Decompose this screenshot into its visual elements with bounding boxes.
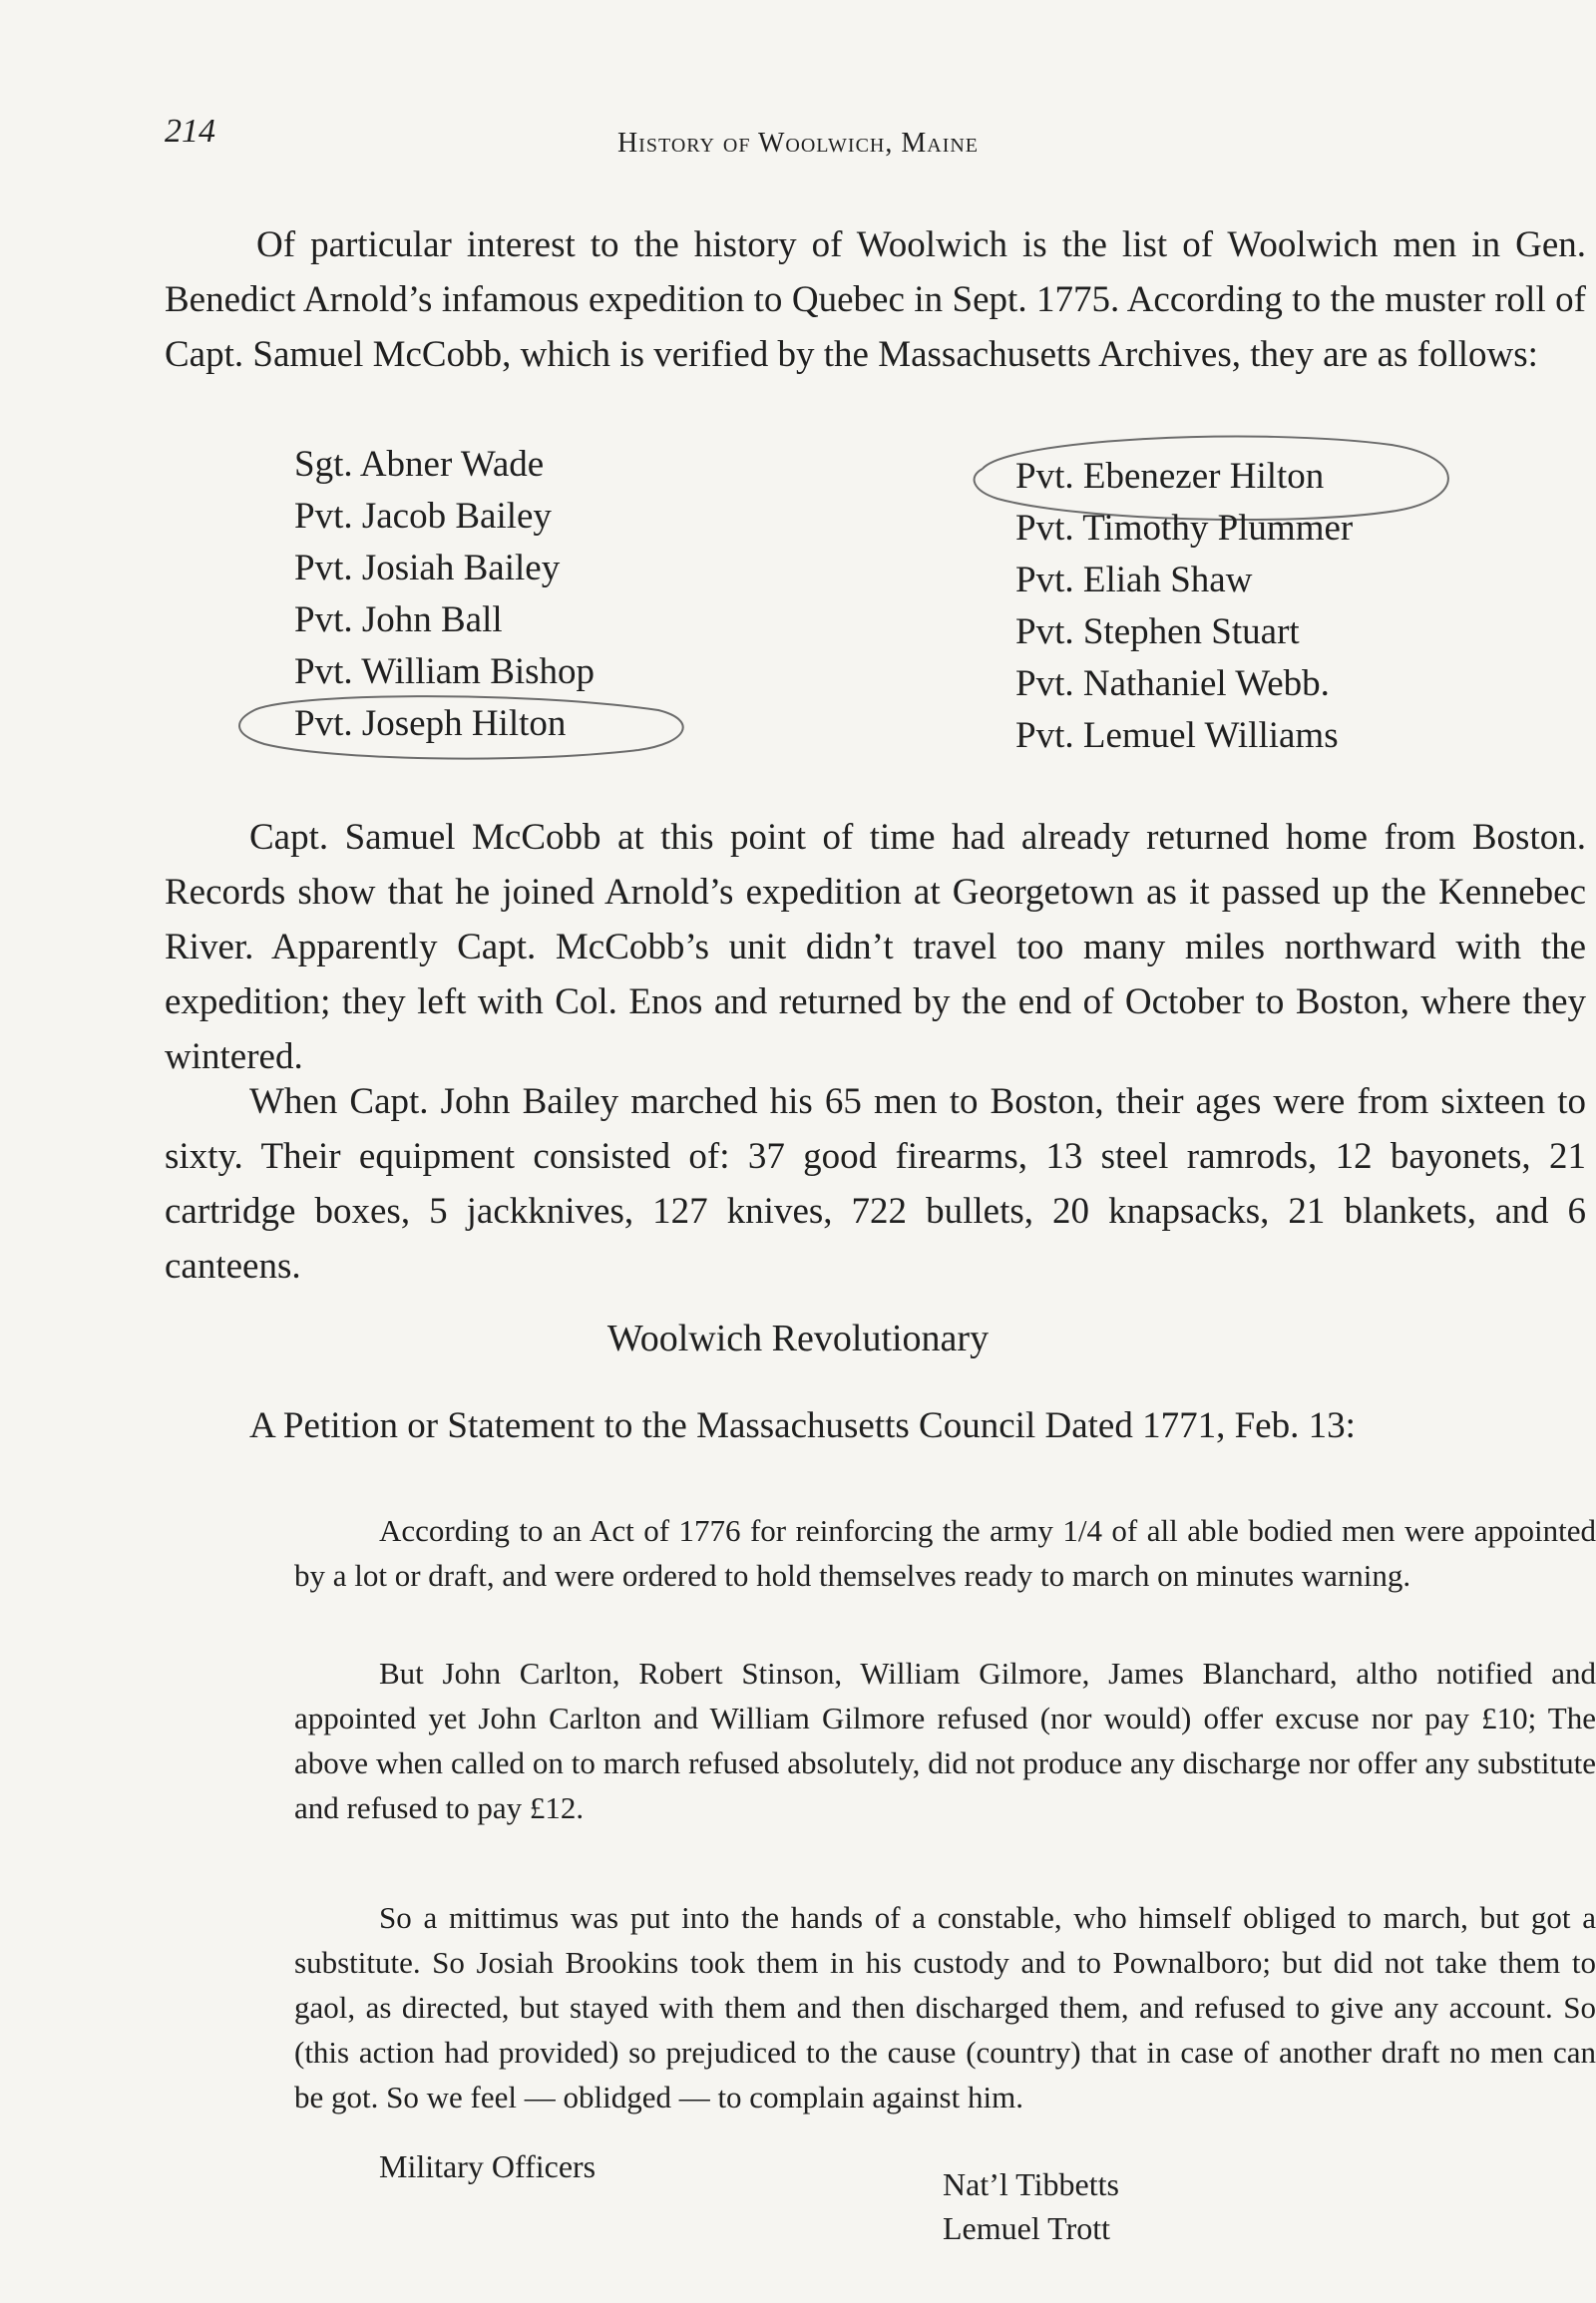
signature-name: Nat’l Tibbetts [943,2166,1119,2202]
petition-lead-text: A Petition or Statement to the Massachusetts Council Dated 1771, Feb. 13: [249,1405,1356,1446]
roster-entry: Pvt. Lemuel Williams [1015,715,1339,756]
petition-paragraph [294,1895,1596,2119]
running-head: History of Woolwich, Maine [616,128,980,159]
signature-title: Military Officers [379,2148,597,2184]
mccobb-paragraph-text: Capt. Samuel McCobb at this point of time had already returned home from Boston. Records show that he joined Arnold’s expedition at Georgetown as it passed up the Kennebec River. Apparently Capt. McCobb’s unit didn’t travel too many miles northward with the expedition; they left with Col. Enos and returned by the end of October to Boston, where they wintered. [165,817,1586,1077]
petition-paragraph [294,1508,1596,1598]
page-number: 214 [165,113,215,150]
roster-entry: Pvt. Timothy Plummer [1015,508,1354,549]
intro-paragraph [165,217,1586,382]
bailey-paragraph-text: When Capt. John Bailey marched his 65 men to Boston, their ages were from sixteen to sixty. Their equipment consisted of: 37 good firearms, 13 steel ramrods, 12 bayonets, 21 cartridge boxes, 5 jackknives, 127 knives, 722 bullets, 20 knapsacks, 21 blankets, and 6 canteens. [165,1081,1586,1287]
roster-entry: Pvt. Josiah Bailey [294,548,561,588]
petition-paragraph-text: But John Carlton, Robert Stinson, William Gilmore, James Blanchard, altho notified and appointed yet John Carlton and William Gilmore refused (nor would) offer excuse nor pay £10; The above when called on to march refused absolutely, did not produce any discharge nor offer any substitute and refused to pay £12. [294,1656,1596,1825]
bailey-paragraph [165,1074,1586,1294]
roster-left-column [294,439,595,750]
mccobb-paragraph [165,810,1586,1084]
signature-name: Lemuel Trott [943,2210,1111,2246]
roster-entry: Pvt. Joseph Hilton [294,703,567,744]
roster-entry: Sgt. Abner Wade [294,444,545,485]
roster-entry: Pvt. Stephen Stuart [1015,611,1300,652]
roster-entry: Pvt. Nathaniel Webb. [1015,663,1330,704]
roster-entry: Pvt. William Bishop [294,651,596,692]
petition-paragraph-text: According to an Act of 1776 for reinforcing the army 1/4 of all able bodied men were appointed by a lot or draft, and were ordered to hold themselves ready to march on minutes warning. [294,1513,1596,1593]
petition-lead [165,1401,1586,1451]
section-heading: Woolwich Revolutionary [606,1318,990,1359]
intro-paragraph-text: Of particular interest to the history of Woolwich is the list of Woolwich men in Gen. Benedict Arnold’s infamous expedition to Quebec in Sept. 1775. According to the muster roll of Capt. Samuel McCobb, which is verified by the Massachusetts Archives, they are as follows: [165,224,1586,375]
roster-entry: Pvt. Eliah Shaw [1015,560,1253,600]
roster-entry: Pvt. Ebenezer Hilton [1015,456,1325,497]
roster-right-column [1015,451,1353,762]
roster-entry: Pvt. John Ball [294,599,503,640]
roster-entry: Pvt. Jacob Bailey [294,496,552,537]
petition-paragraph-text: So a mittimus was put into the hands of a constable, who himself obliged to march, but got a substitute. So Josiah Brookins took them in his custody and to Pownalboro; but did not take them to gaol, as directed, but stayed with them and then discharged them, and refused to give any account. So (this action had provided) so prejudiced to the cause (country) that in case of another draft no men can be got. So we feel — oblidged — to complain against him. [294,1900,1596,2114]
petition-paragraph [294,1651,1596,1830]
